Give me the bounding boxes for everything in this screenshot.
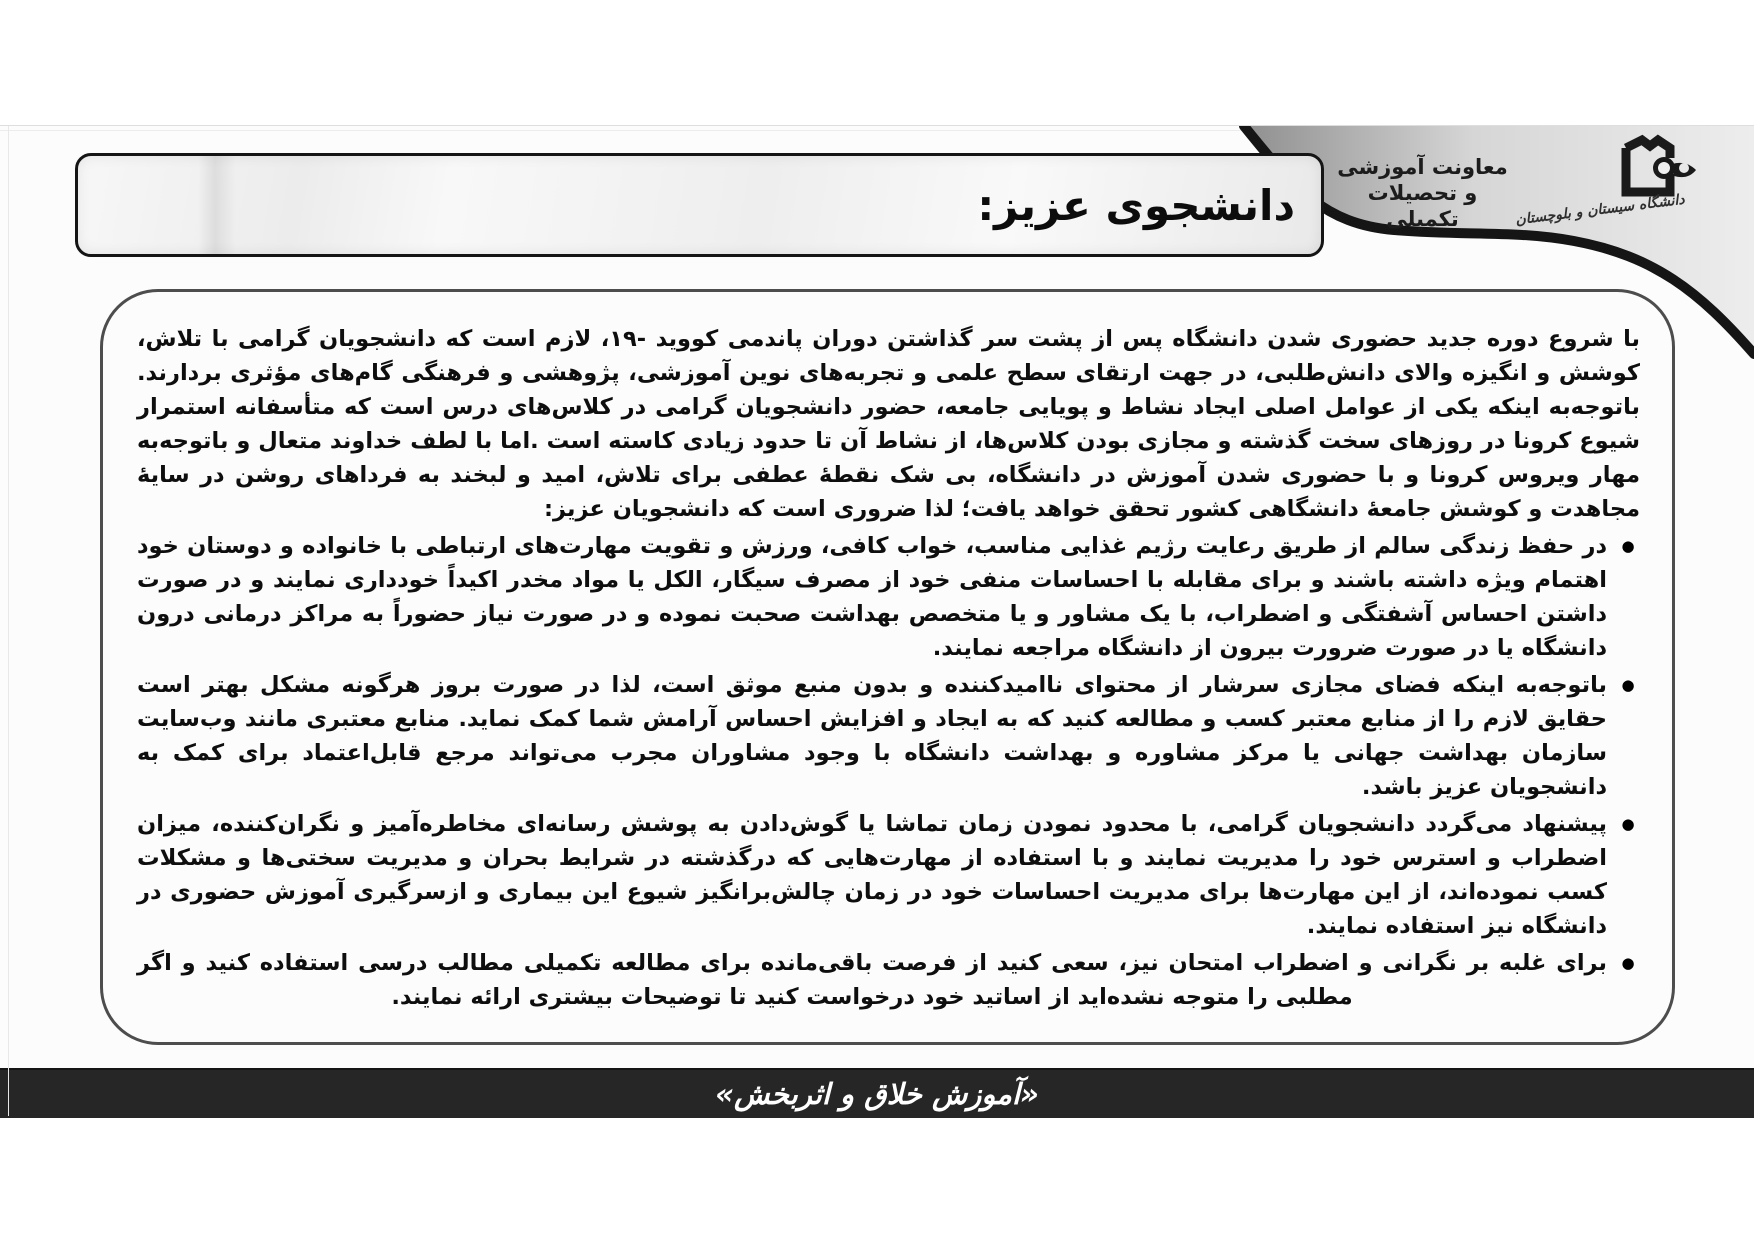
list-item [137,668,1640,804]
list-item-text: پیشنهاد می‌گردد دانشجویان گرامی، با محدود نمودن زمان تماشا یا گوش‌دادن به پوشش رسانه‌ای مخاطره‌آمیز و نگران‌کننده، میزان اضطراب و استرس خود را مدیریت نمایند و با استفاده از مهارت‌هایی که درگذشته در شرایط بحران و مدیریت سختی‌ها و مشکلات کسب نموده‌اند، از این مهارت‌ها برای مدیریت احساسات خود در زمان چالش‌برانگیز شیوع این بیماری و ازسرگیری آموزش حضوری در دانشگاه نیز استفاده نمایند. [137,811,1607,939]
bullet-icon: ● [1621,537,1635,555]
university-name-calligraphy: دانشگاه سیستان و بلوچستان [1514,191,1686,229]
list-item-text: در حفظ زندگی سالم از طریق رعایت رژیم غذایی مناسب، خواب کافی، ورزش و تقویت مهارت‌های ارتباطی با خانواده و دوستان خود اهتمام ویژه داشته باشند و برای مقابله با احساسات منفی خود از مصرف سیگار، الکل یا مواد مخدر اکیداً خودداری نمایند و در صورت داشتن احساس آشفتگی و اضطراب، با یک مشاور و یا متخصص بهداشت صحبت نموده و در صورت نیاز حضوراً به مراکز درمانی درون دانشگاه یا در صورت ضرورت بیرون از دانشگاه مراجعه نمایند. [137,533,1607,661]
list-item [137,946,1640,1014]
footer-slogan: «آموزش خلاق و اثربخش» [715,1077,1039,1111]
slide-canvas [0,125,1754,1116]
intro-paragraph: با شروع دوره جدید حضوری شدن دانشگاه پس از پشت سر گذاشتن دوران پاندمی کووید -۱۹، لازم است که دانشجویان گرامی با تلاش، کوشش و انگیزه والای دانش‌طلبی، در جهت ارتقای سطح علمی و تجربه‌های نوین آموزشی، پژوهشی و فرهنگی گام‌های مؤثری بردارند. باتوجه‌به اینکه یکی از عوامل اصلی ایجاد نشاط و پویایی جامعه، حضور دانشجویان گرامی در کلاس‌های درس است که متأسفانه استمرار شیوع کرونا در روزهای سخت گذشته و مجازی بودن کلاس‌ها، از نشاط آن تا حدود زیادی کاسته است .اما با لطف خداوند متعال و باتوجه‌به مهار ویروس کرونا و با حضوری شدن آموزش در دانشگاه، بی شک نقطهٔ عطفی برای تلاش، امید و لبخند به فرداهای روشن در سایهٔ مجاهدت و کوشش جامعهٔ دانشگاهی کشور تحقق خواهد یافت؛ لذا ضروری است که دانشجویان عزیز: [137,326,1640,522]
department-name [1330,154,1515,232]
list-item [137,807,1640,943]
content-box [100,289,1675,1045]
bullet-icon: ● [1621,815,1635,833]
bullet-icon: ● [1621,676,1635,694]
advice-list [137,529,1640,1014]
list-item-text: باتوجه‌به اینکه فضای مجازی سرشار از محتوای ناامیدکننده و بدون منبع موثق است، لذا در صورت بروز هرگونه مشکل بهتر است حقایق لازم را از منابع معتبر کسب و مطالعه کنید که به ایجاد و افزایش احساس آرامش شما کمک نماید. منابع معتبری مانند وب‌سایت سازمان بهداشت جهانی یا مرکز مشاوره و بهداشت دانشگاه با وجود مشاوران مجرب می‌تواند مرجع قابل‌اعتماد برای کمک به دانشجویان عزیز باشد. [137,672,1607,800]
department-name-line2: و تحصیلات تکمیلی [1367,181,1478,231]
title-banner [75,153,1324,257]
page-title: دانشجوی عزیز: [977,180,1295,230]
bullet-icon: ● [1621,954,1635,972]
footer-bar [0,1068,1754,1118]
list-item-text: برای غلبه بر نگرانی و اضطراب امتحان نیز، سعی کنید از فرصت باقی‌مانده برای مطالعه تکمیلی مطالب درسی استفاده کنید و اگر مطلبی را متوجه نشده‌اید از اساتید خود درخواست کنید تا توضیحات بیشتری ارائه نمایند. [137,950,1607,1010]
department-name-line1: معاونت آموزشی [1337,155,1508,179]
list-item [137,529,1640,665]
